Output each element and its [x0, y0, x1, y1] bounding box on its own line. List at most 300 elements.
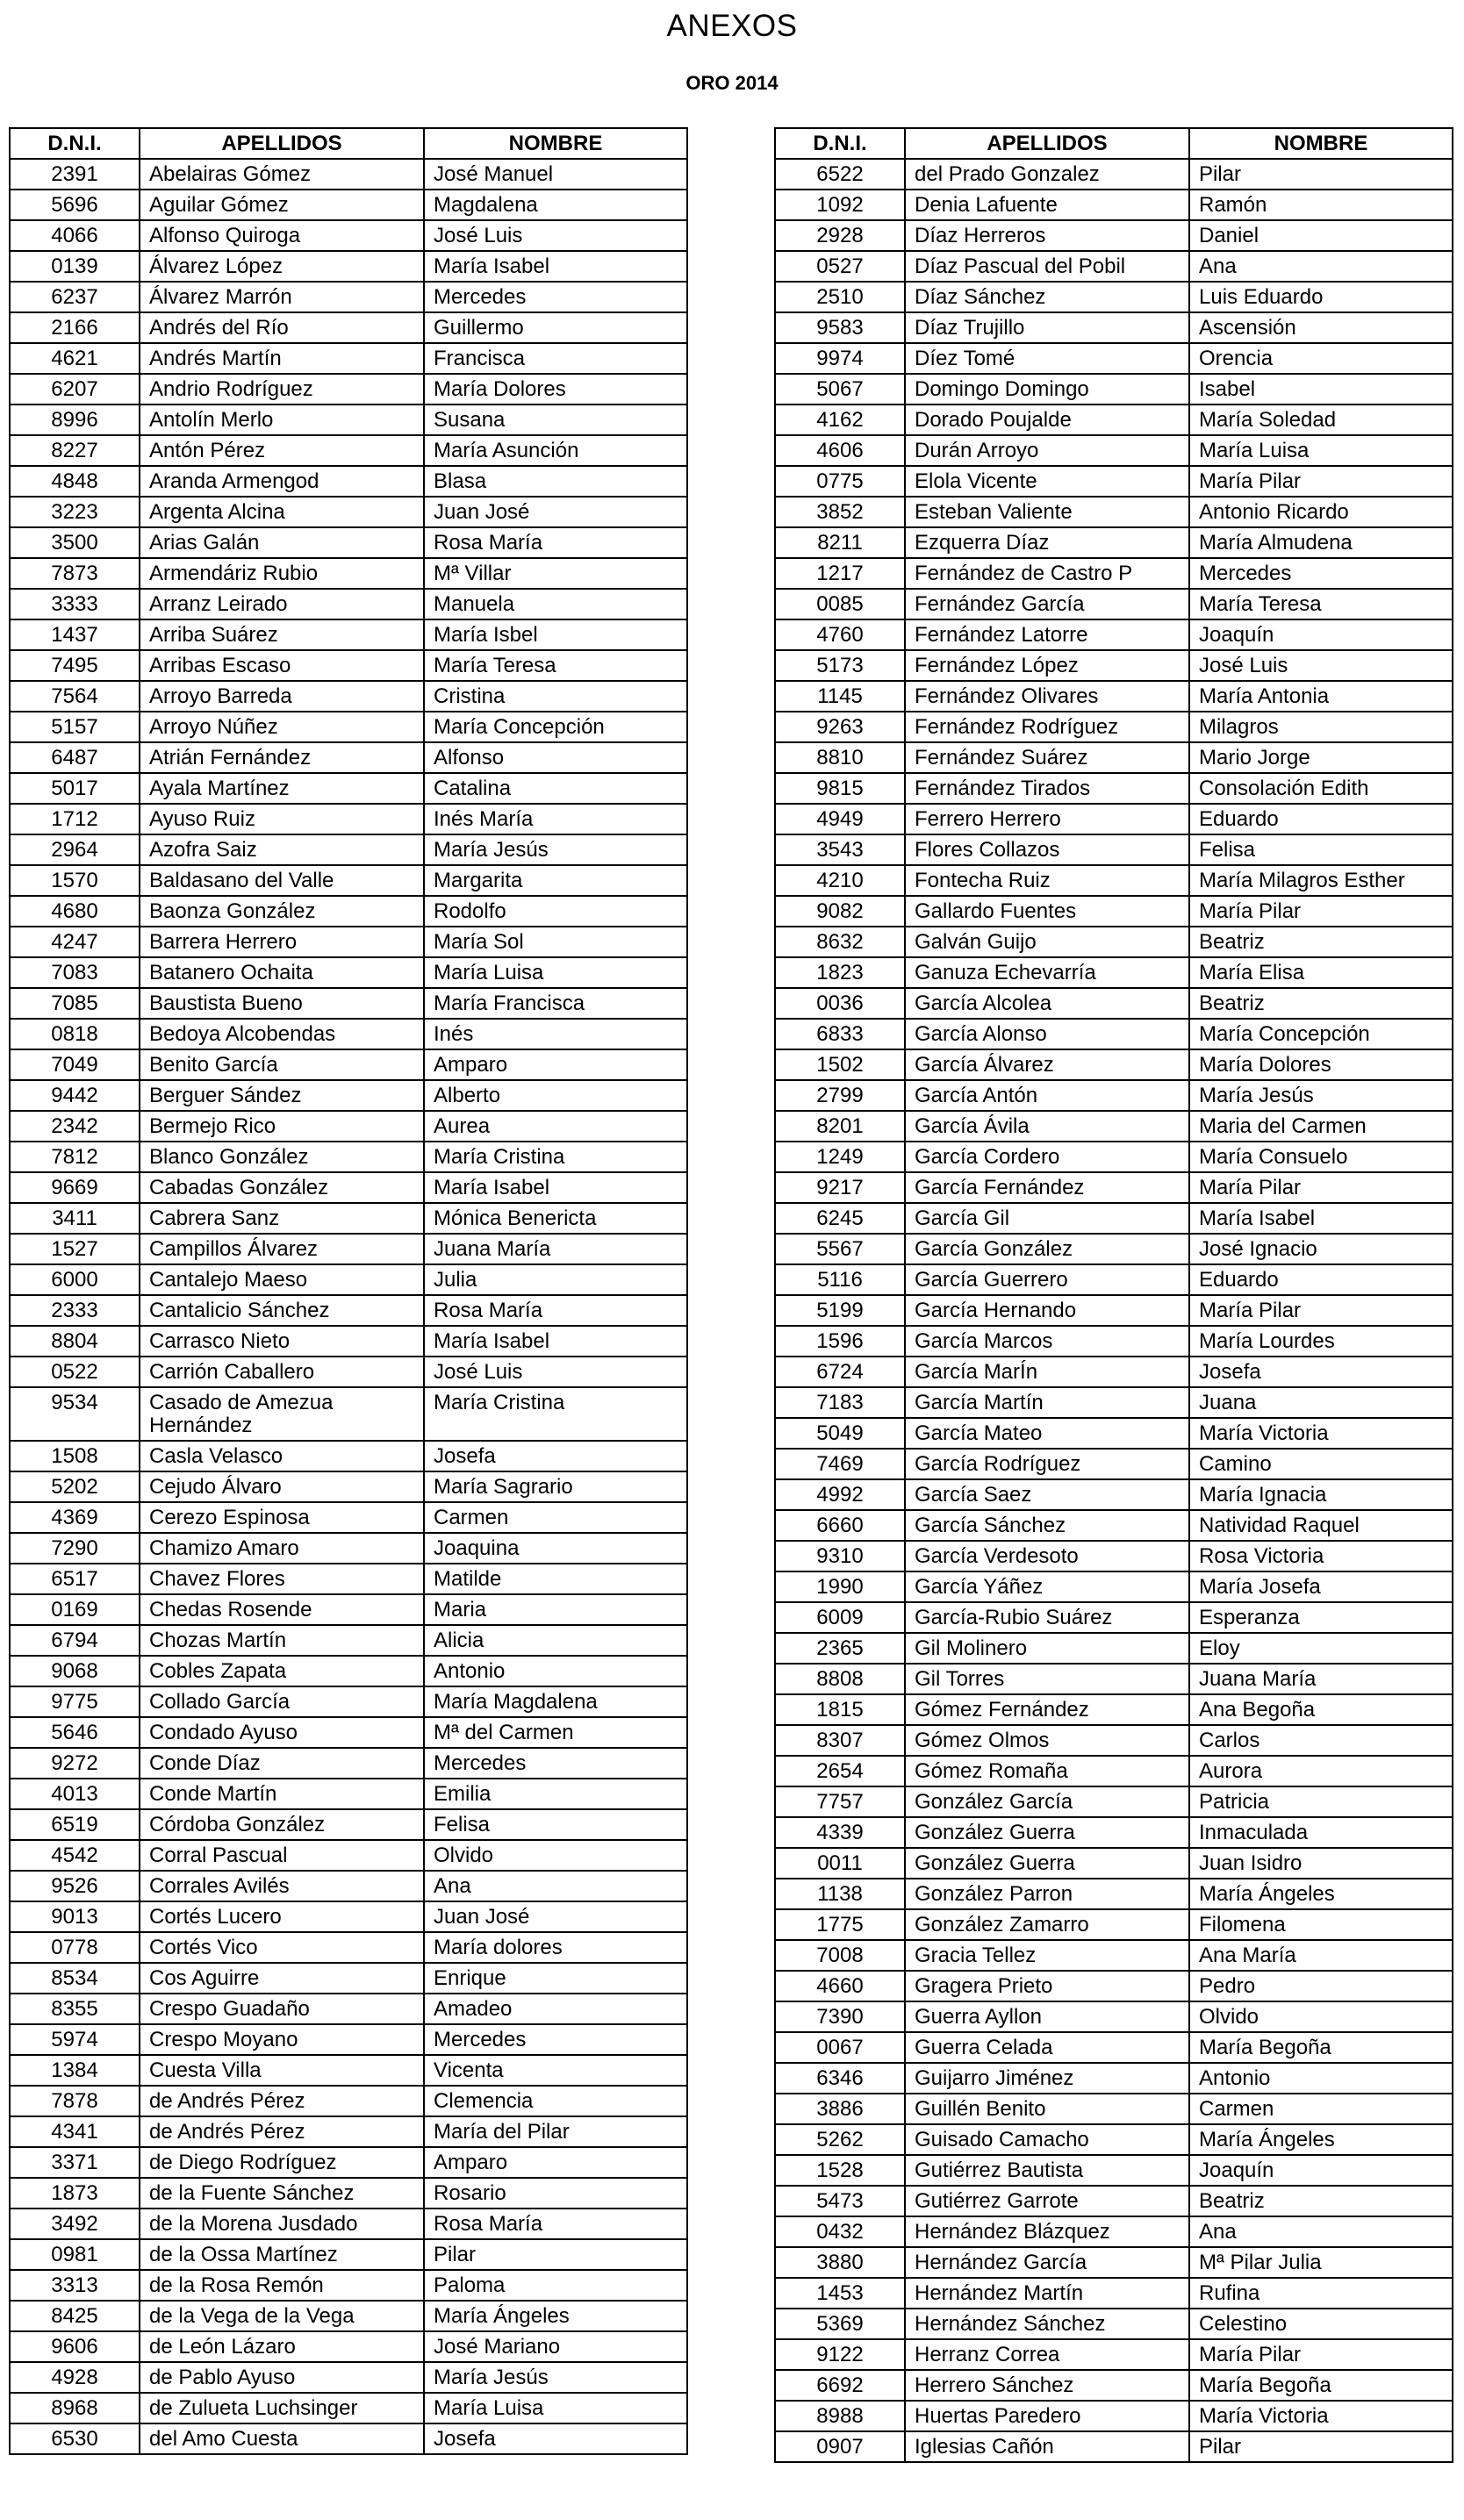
apellidos-cell: García Fernández: [905, 1172, 1189, 1203]
nombre-cell: Rosa María: [424, 527, 687, 558]
apellidos-cell: Baonza González: [140, 896, 424, 927]
nombre-cell: Josefa: [424, 2423, 687, 2454]
apellidos-cell: Chamizo Amaro: [140, 1533, 424, 1564]
apellidos-cell: Atrián Fernández: [140, 742, 424, 773]
nombre-cell: Magdalena: [424, 190, 687, 220]
dni-cell: 5067: [775, 374, 905, 404]
nombre-cell: María Dolores: [1189, 1049, 1453, 1080]
nombre-cell: Pilar: [1189, 159, 1453, 190]
apellidos-cell: Fernández Rodríguez: [905, 712, 1189, 742]
table-row: [10, 527, 687, 558]
table-row: [775, 1387, 1453, 1418]
apellidos-cell: Guillén Benito: [905, 2094, 1189, 2124]
apellidos-cell: Cejudo Álvaro: [140, 1471, 424, 1502]
dni-cell: 1502: [775, 1049, 905, 1080]
nombre-cell: Pilar: [424, 2239, 687, 2270]
table-row: [775, 1479, 1453, 1510]
apellidos-cell: Álvarez Marrón: [140, 282, 424, 312]
page-subtitle: ORO 2014: [685, 72, 779, 94]
nombre-cell: María Soledad: [1189, 404, 1453, 435]
table-row: [775, 1080, 1453, 1111]
apellidos-cell: Cantalicio Sánchez: [140, 1295, 424, 1326]
apellidos-cell: García Mateo: [905, 1418, 1189, 1449]
nombre-cell: Aurea: [424, 1111, 687, 1142]
nombre-cell: Patricia: [1189, 1786, 1453, 1817]
nombre-cell: Amparo: [424, 2147, 687, 2178]
page-title: ANEXOS: [666, 9, 798, 43]
dni-cell: 6530: [10, 2423, 140, 2454]
dni-cell: 7878: [10, 2086, 140, 2116]
nombre-cell: María Jesús: [1189, 1080, 1453, 1111]
nombre-cell: Joaquín: [1189, 619, 1453, 650]
nombre-cell: María Victoria: [1189, 2401, 1453, 2431]
dni-cell: 1823: [775, 957, 905, 988]
apellidos-cell: de la Rosa Remón: [140, 2270, 424, 2301]
dni-cell: 9217: [775, 1172, 905, 1203]
apellidos-cell: García Rodríguez: [905, 1449, 1189, 1479]
apellidos-cell: Fontecha Ruiz: [905, 865, 1189, 896]
dni-cell: 6207: [10, 374, 140, 404]
dni-cell: 7049: [10, 1049, 140, 1080]
dni-cell: 6660: [775, 1510, 905, 1541]
table-row: [10, 343, 687, 374]
dni-cell: 9815: [775, 773, 905, 804]
dni-cell: 3333: [10, 589, 140, 619]
table-row: [10, 435, 687, 466]
nombre-cell: María Teresa: [424, 650, 687, 681]
table-row: [10, 2331, 687, 2362]
dni-cell: 3492: [10, 2209, 140, 2239]
apellidos-cell: Galván Guijo: [905, 927, 1189, 957]
dni-cell: 3880: [775, 2247, 905, 2278]
nombre-cell: María Pilar: [1189, 466, 1453, 497]
table-row: [10, 2147, 687, 2178]
apellidos-cell: González Guerra: [905, 1848, 1189, 1879]
dni-cell: 5173: [775, 650, 905, 681]
apellidos-cell: Hernández Sánchez: [905, 2309, 1189, 2339]
nombre-cell: Juan José: [424, 1901, 687, 1932]
dni-cell: 9534: [10, 1387, 140, 1441]
dni-cell: 2928: [775, 220, 905, 251]
nombre-cell: Joaquín: [1189, 2155, 1453, 2186]
dni-cell: 4606: [775, 435, 905, 466]
dni-cell: 2365: [775, 1633, 905, 1664]
table-row: [10, 1625, 687, 1656]
nombre-cell: Carlos: [1189, 1725, 1453, 1756]
table-row: [775, 2247, 1453, 2278]
apellidos-cell: Domingo Domingo: [905, 374, 1189, 404]
nombre-cell: Carmen: [424, 1502, 687, 1533]
nombre-cell: Vicenta: [424, 2055, 687, 2086]
apellidos-cell: Bermejo Rico: [140, 1111, 424, 1142]
apellidos-cell: Guisado Camacho: [905, 2124, 1189, 2155]
apellidos-cell: Baldasano del Valle: [140, 865, 424, 896]
table-row: [10, 1840, 687, 1871]
dni-cell: 4949: [775, 804, 905, 834]
dni-cell: 9526: [10, 1871, 140, 1901]
nombre-cell: Consolación Edith: [1189, 773, 1453, 804]
nombre-cell: Mª del Carmen: [424, 1717, 687, 1748]
table-row: [10, 1901, 687, 1932]
dni-cell: 9442: [10, 1080, 140, 1111]
table-row: [10, 1111, 687, 1142]
nombre-cell: Mónica Benericta: [424, 1203, 687, 1234]
dni-cell: 0011: [775, 1848, 905, 1879]
nombre-cell: Pilar: [1189, 2431, 1453, 2462]
apellidos-cell: Álvarez López: [140, 251, 424, 282]
apellidos-cell: Cabadas González: [140, 1172, 424, 1203]
table-row: [775, 589, 1453, 619]
apellidos-cell: Díaz Herreros: [905, 220, 1189, 251]
nombre-cell: María Milagros Esther: [1189, 865, 1453, 896]
nombre-cell: Joaquina: [424, 1533, 687, 1564]
nombre-cell: María Pilar: [1189, 2339, 1453, 2370]
table-row: [10, 1387, 687, 1441]
nombre-cell: Aurora: [1189, 1756, 1453, 1786]
dni-cell: 6346: [775, 2063, 905, 2094]
dni-cell: 7564: [10, 681, 140, 712]
apellidos-cell: Crespo Guadaño: [140, 1994, 424, 2024]
nombre-cell: María Antonia: [1189, 681, 1453, 712]
table-row: [10, 896, 687, 927]
dni-cell: 8355: [10, 1994, 140, 2024]
table-row: [775, 2124, 1453, 2155]
apellidos-cell: Armendáriz Rubio: [140, 558, 424, 589]
apellidos-cell: Chozas Martín: [140, 1625, 424, 1656]
table-header-row: [10, 128, 687, 159]
dni-cell: 0981: [10, 2239, 140, 2270]
nombre-cell: Blasa: [424, 466, 687, 497]
nombre-cell: Antonio: [1189, 2063, 1453, 2094]
dni-cell: 4542: [10, 1840, 140, 1871]
table-row: [10, 773, 687, 804]
table-row: [775, 742, 1453, 773]
dni-cell: 5157: [10, 712, 140, 742]
nombre-cell: Amparo: [424, 1049, 687, 1080]
nombre-cell: Ana: [1189, 251, 1453, 282]
dni-cell: 9583: [775, 312, 905, 343]
nombre-cell: María Ángeles: [424, 2301, 687, 2331]
dni-cell: 8534: [10, 1963, 140, 1994]
apellidos-cell: García MarÍn: [905, 1357, 1189, 1387]
apellidos-cell: Barrera Herrero: [140, 927, 424, 957]
apellidos-cell: Andrio Rodríguez: [140, 374, 424, 404]
nombre-cell: Olvido: [424, 1840, 687, 1871]
table-row: [10, 2239, 687, 2270]
apellidos-cell: González Zamarro: [905, 1909, 1189, 1940]
apellidos-cell: Esteban Valiente: [905, 497, 1189, 527]
dni-cell: 6519: [10, 1809, 140, 1840]
apellidos-cell: Guerra Celada: [905, 2032, 1189, 2063]
nombre-cell: María Josefa: [1189, 1571, 1453, 1602]
nombre-cell: Rosa Victoria: [1189, 1541, 1453, 1571]
nombre-cell: Catalina: [424, 773, 687, 804]
apellidos-cell: García Guerrero: [905, 1264, 1189, 1295]
apellidos-cell: Conde Martín: [140, 1779, 424, 1809]
table-row: [775, 1602, 1453, 1633]
dni-cell: 9775: [10, 1686, 140, 1717]
apellidos-cell: Campillos Álvarez: [140, 1234, 424, 1264]
table-row: [775, 1326, 1453, 1357]
dni-cell: 1384: [10, 2055, 140, 2086]
nombre-cell: María Luisa: [424, 2393, 687, 2423]
apellidos-cell: Casla Velasco: [140, 1441, 424, 1471]
dni-cell: 0778: [10, 1932, 140, 1963]
dni-cell: 5199: [775, 1295, 905, 1326]
apellidos-cell: Cortés Vico: [140, 1932, 424, 1963]
apellidos-cell: Baustista Bueno: [140, 988, 424, 1019]
table-row: [10, 865, 687, 896]
nombre-cell: Eloy: [1189, 1633, 1453, 1664]
apellidos-cell: Cortés Lucero: [140, 1901, 424, 1932]
dni-cell: 4247: [10, 927, 140, 957]
dni-cell: 9974: [775, 343, 905, 374]
apellidos-cell: Fernández López: [905, 650, 1189, 681]
apellidos-cell: de León Lázaro: [140, 2331, 424, 2362]
dni-cell: 8804: [10, 1326, 140, 1357]
table-row: [10, 220, 687, 251]
apellidos-cell: González García: [905, 1786, 1189, 1817]
apellidos-cell: Conde Díaz: [140, 1748, 424, 1779]
nombre-cell: María Magdalena: [424, 1686, 687, 1717]
table-row: [775, 2001, 1453, 2032]
table-row: [775, 957, 1453, 988]
dni-cell: 3543: [775, 834, 905, 865]
dni-cell: 2391: [10, 159, 140, 190]
dni-cell: 1092: [775, 190, 905, 220]
nombre-cell: Julia: [424, 1264, 687, 1295]
nombre-cell: María Pilar: [1189, 896, 1453, 927]
dni-cell: 1138: [775, 1879, 905, 1909]
table-row: [10, 2393, 687, 2423]
apellidos-cell: Arias Galán: [140, 527, 424, 558]
column-header-dni: D.N.I.: [775, 128, 905, 159]
nombre-cell: Daniel: [1189, 220, 1453, 251]
nombre-cell: Celestino: [1189, 2309, 1453, 2339]
dni-cell: 7469: [775, 1449, 905, 1479]
nombre-cell: María Luisa: [1189, 435, 1453, 466]
dni-cell: 0527: [775, 251, 905, 282]
nombre-cell: Inmaculada: [1189, 1817, 1453, 1848]
apellidos-cell: Carrión Caballero: [140, 1357, 424, 1387]
dni-cell: 6237: [10, 282, 140, 312]
table-row: [775, 558, 1453, 589]
table-row: [10, 190, 687, 220]
nombre-cell: Juan Isidro: [1189, 1848, 1453, 1879]
nombre-cell: Juana: [1189, 1387, 1453, 1418]
dni-cell: 9669: [10, 1172, 140, 1203]
nombre-cell: Ana Begoña: [1189, 1694, 1453, 1725]
table-row: [10, 1932, 687, 1963]
apellidos-cell: Berguer Sández: [140, 1080, 424, 1111]
nombre-cell: Orencia: [1189, 343, 1453, 374]
dni-cell: 4369: [10, 1502, 140, 1533]
table-row: [775, 1234, 1453, 1264]
apellidos-cell: Herranz Correa: [905, 2339, 1189, 2370]
apellidos-cell: García Álvarez: [905, 1049, 1189, 1080]
dni-cell: 6517: [10, 1564, 140, 1594]
nombre-cell: Rosa María: [424, 1295, 687, 1326]
apellidos-cell: Alfonso Quiroga: [140, 220, 424, 251]
apellidos-cell: Andrés Martín: [140, 343, 424, 374]
column-header-dni: D.N.I.: [10, 128, 140, 159]
apellidos-cell: Durán Arroyo: [905, 435, 1189, 466]
table-row: [775, 1203, 1453, 1234]
table-row: [775, 497, 1453, 527]
dni-cell: 6245: [775, 1203, 905, 1234]
apellidos-cell: Blanco González: [140, 1142, 424, 1172]
dni-cell: 2333: [10, 1295, 140, 1326]
table-row: [10, 1203, 687, 1234]
apellidos-cell: García Yáñez: [905, 1571, 1189, 1602]
apellidos-cell: Fernández de Castro P: [905, 558, 1189, 589]
apellidos-cell: Guerra Ayllon: [905, 2001, 1189, 2032]
apellidos-cell: Cerezo Espinosa: [140, 1502, 424, 1533]
nombre-cell: María Luisa: [424, 957, 687, 988]
table-row: [775, 1418, 1453, 1449]
nombre-cell: Beatriz: [1189, 988, 1453, 1019]
nombre-cell: María del Pilar: [424, 2116, 687, 2147]
table-row: [10, 2178, 687, 2209]
apellidos-cell: de Andrés Pérez: [140, 2116, 424, 2147]
nombre-cell: María Isbel: [424, 619, 687, 650]
nombre-cell: Mercedes: [424, 2024, 687, 2055]
table-row: [775, 1664, 1453, 1694]
apellidos-cell: Gómez Olmos: [905, 1725, 1189, 1756]
table-row: [775, 374, 1453, 404]
nombre-cell: Antonio Ricardo: [1189, 497, 1453, 527]
dni-cell: 4848: [10, 466, 140, 497]
dni-cell: 3500: [10, 527, 140, 558]
table-row: [10, 1656, 687, 1686]
dni-cell: 0169: [10, 1594, 140, 1625]
table-row: [775, 1172, 1453, 1203]
dni-cell: 9068: [10, 1656, 140, 1686]
table-row: [775, 2186, 1453, 2216]
nombre-cell: María Ángeles: [1189, 1879, 1453, 1909]
nombre-cell: María Consuelo: [1189, 1142, 1453, 1172]
apellidos-cell: García Alonso: [905, 1019, 1189, 1049]
nombre-cell: Juana María: [1189, 1664, 1453, 1694]
nombre-cell: José Luis: [424, 220, 687, 251]
apellidos-cell: Díez Tomé: [905, 343, 1189, 374]
dni-cell: 8227: [10, 435, 140, 466]
table-row: [775, 712, 1453, 742]
table-row: [10, 1594, 687, 1625]
table-row: [775, 2401, 1453, 2431]
nombre-cell: Paloma: [424, 2270, 687, 2301]
apellidos-cell: Flores Collazos: [905, 834, 1189, 865]
table-row: [10, 681, 687, 712]
dni-cell: 1145: [775, 681, 905, 712]
dni-cell: 7812: [10, 1142, 140, 1172]
apellidos-cell: Abelairas Gómez: [140, 159, 424, 190]
table-row: [10, 1142, 687, 1172]
nombre-cell: María Francisca: [424, 988, 687, 1019]
apellidos-cell: Aranda Armengod: [140, 466, 424, 497]
dni-cell: 1508: [10, 1441, 140, 1471]
apellidos-cell: García Martín: [905, 1387, 1189, 1418]
apellidos-cell: Gracia Tellez: [905, 1940, 1189, 1971]
table-row: [775, 466, 1453, 497]
table-row: [775, 1142, 1453, 1172]
nombre-cell: Natividad Raquel: [1189, 1510, 1453, 1541]
dni-cell: 1712: [10, 804, 140, 834]
dni-cell: 8968: [10, 2393, 140, 2423]
table-row: [10, 1019, 687, 1049]
nombre-cell: María Isabel: [1189, 1203, 1453, 1234]
table-row: [10, 1717, 687, 1748]
table-row: [775, 988, 1453, 1019]
apellidos-cell: Corrales Avilés: [140, 1871, 424, 1901]
nombre-cell: Antonio: [424, 1656, 687, 1686]
dni-cell: 0067: [775, 2032, 905, 2063]
dni-cell: 5473: [775, 2186, 905, 2216]
dni-cell: 0085: [775, 589, 905, 619]
dni-cell: 4621: [10, 343, 140, 374]
table-row: [775, 865, 1453, 896]
nombre-cell: María Sagrario: [424, 1471, 687, 1502]
table-row: [10, 1326, 687, 1357]
table-row: [775, 251, 1453, 282]
dni-cell: 4760: [775, 619, 905, 650]
nombre-cell: José Ignacio: [1189, 1234, 1453, 1264]
apellidos-cell: Gil Torres: [905, 1664, 1189, 1694]
nombre-cell: Ana: [424, 1871, 687, 1901]
dni-cell: 4339: [775, 1817, 905, 1848]
dni-cell: 9122: [775, 2339, 905, 2370]
apellidos-cell: Benito García: [140, 1049, 424, 1080]
nombre-cell: José Manuel: [424, 159, 687, 190]
nombre-cell: Maria del Carmen: [1189, 1111, 1453, 1142]
nombre-cell: Ana: [1189, 2216, 1453, 2247]
apellidos-cell: Andrés del Río: [140, 312, 424, 343]
column-header-nombre: NOMBRE: [1189, 128, 1453, 159]
table-row: [10, 957, 687, 988]
dni-cell: 0036: [775, 988, 905, 1019]
apellidos-cell: Ferrero Herrero: [905, 804, 1189, 834]
apellidos-cell: Ganuza Echevarría: [905, 957, 1189, 988]
apellidos-cell: Córdoba González: [140, 1809, 424, 1840]
table-row: [775, 404, 1453, 435]
dni-cell: 7183: [775, 1387, 905, 1418]
nombre-cell: Josefa: [1189, 1357, 1453, 1387]
dni-cell: 5116: [775, 1264, 905, 1295]
apellidos-cell: Díaz Trujillo: [905, 312, 1189, 343]
table-row: [10, 558, 687, 589]
table-row: [775, 1694, 1453, 1725]
table-row: [775, 2216, 1453, 2247]
apellidos-cell: Antolín Merlo: [140, 404, 424, 435]
apellidos-cell: Gragera Prieto: [905, 1971, 1189, 2001]
table-row: [10, 1502, 687, 1533]
dni-cell: 1990: [775, 1571, 905, 1602]
dni-cell: 0907: [775, 2431, 905, 2462]
dni-cell: 6833: [775, 1019, 905, 1049]
table-row: [10, 159, 687, 190]
apellidos-cell: Gallardo Fuentes: [905, 896, 1189, 927]
table-right: [774, 127, 1453, 2463]
dni-cell: 9013: [10, 1901, 140, 1932]
table-row: [10, 1748, 687, 1779]
apellidos-cell: de la Fuente Sánchez: [140, 2178, 424, 2209]
nombre-cell: Josefa: [424, 1441, 687, 1471]
dni-cell: 1570: [10, 865, 140, 896]
dni-cell: 7757: [775, 1786, 905, 1817]
dni-cell: 6692: [775, 2370, 905, 2401]
table-row: [10, 1963, 687, 1994]
apellidos-cell: Arroyo Núñez: [140, 712, 424, 742]
